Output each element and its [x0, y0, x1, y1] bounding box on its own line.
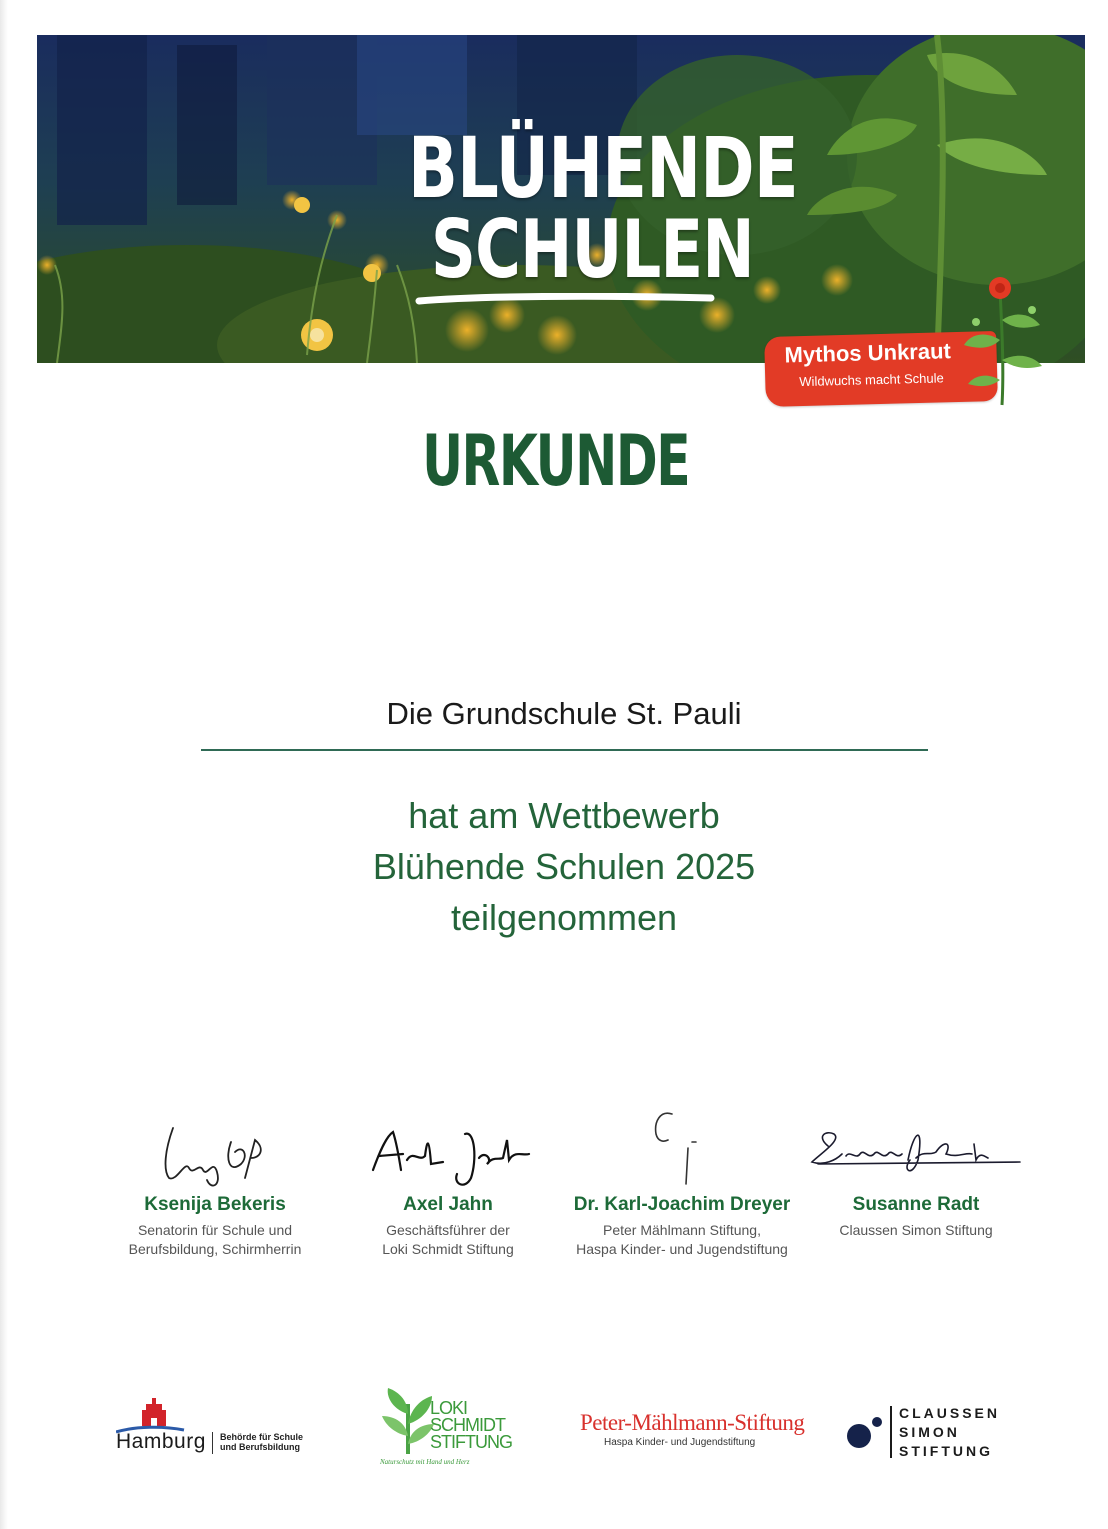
- signatory-name: Dr. Karl-Joachim Dreyer: [573, 1194, 791, 1215]
- certificate-heading: URKUNDE: [422, 420, 690, 502]
- signature-block-radt: [776, 1100, 1056, 1240]
- loki-schmidt-logo: [380, 1380, 520, 1470]
- title-underline-stroke: [415, 293, 715, 305]
- page-edge: [0, 0, 8, 1529]
- signatory-role: Peter Mählmann Stiftung, Haspa Kinder- und Jugendstiftung: [576, 1222, 788, 1257]
- hamburg-logo: [116, 1380, 326, 1470]
- badge-subtitle: Wildwuchs macht Schule: [799, 370, 944, 390]
- divider: [212, 1432, 213, 1454]
- banner-title-line2: SCHULEN: [431, 203, 754, 296]
- signatory-role: Claussen Simon Stiftung: [839, 1222, 993, 1238]
- claussen-dots-icon: [845, 1412, 885, 1452]
- signatory-name: Axel Jahn: [403, 1194, 493, 1215]
- maehlmann-wordmark: Peter-Mählmann-Stiftung: [580, 1410, 805, 1435]
- badge-title: Mythos Unkraut: [784, 338, 952, 368]
- signatory-name: Ksenija Bekeris: [144, 1194, 286, 1215]
- hamburg-authority: Behörde für Schule und Berufsbildung: [220, 1432, 304, 1452]
- school-name: Die Grundschule St. Pauli: [386, 696, 742, 731]
- handwritten-signature: [806, 1100, 1026, 1190]
- handwritten-signature: [155, 1100, 275, 1190]
- claussen-wordmark: CLAUSSEN SIMON STIFTUNG: [899, 1405, 1001, 1459]
- loki-wordmark: LOKI SCHMIDT STIFTUNG: [430, 1398, 512, 1452]
- handwritten-signature: [353, 1100, 543, 1190]
- loki-tagline: Naturschutz mit Hand und Herz: [380, 1458, 470, 1466]
- statement-line-1: hat am Wettbewerb: [408, 795, 720, 836]
- banner-title-line1: BLÜHENDE: [408, 119, 798, 217]
- signatory-name: Susanne Radt: [852, 1194, 980, 1215]
- signatory-role: Geschäftsführer der Loki Schmidt Stiftung: [382, 1222, 514, 1257]
- name-underline: [201, 749, 928, 751]
- handwritten-signature: [622, 1100, 742, 1190]
- weed-flower-icon: [962, 270, 1052, 410]
- signatory-role: Senatorin für Schule und Berufsbildung, Schirmherrin: [128, 1222, 302, 1257]
- header-banner-photo: [37, 35, 1085, 363]
- hamburg-wordmark: Hamburg: [116, 1430, 206, 1453]
- statement-line-2: Blühende Schulen 2025: [372, 846, 756, 887]
- maehlmann-subtitle: Haspa Kinder- und Jugendstiftung: [604, 1437, 756, 1448]
- participation-statement: [0, 790, 1108, 943]
- claussen-simon-logo: [845, 1380, 1005, 1470]
- divider: [890, 1406, 892, 1458]
- peter-maehlmann-logo: [580, 1410, 805, 1460]
- statement-line-3: teilgenommen: [450, 897, 678, 938]
